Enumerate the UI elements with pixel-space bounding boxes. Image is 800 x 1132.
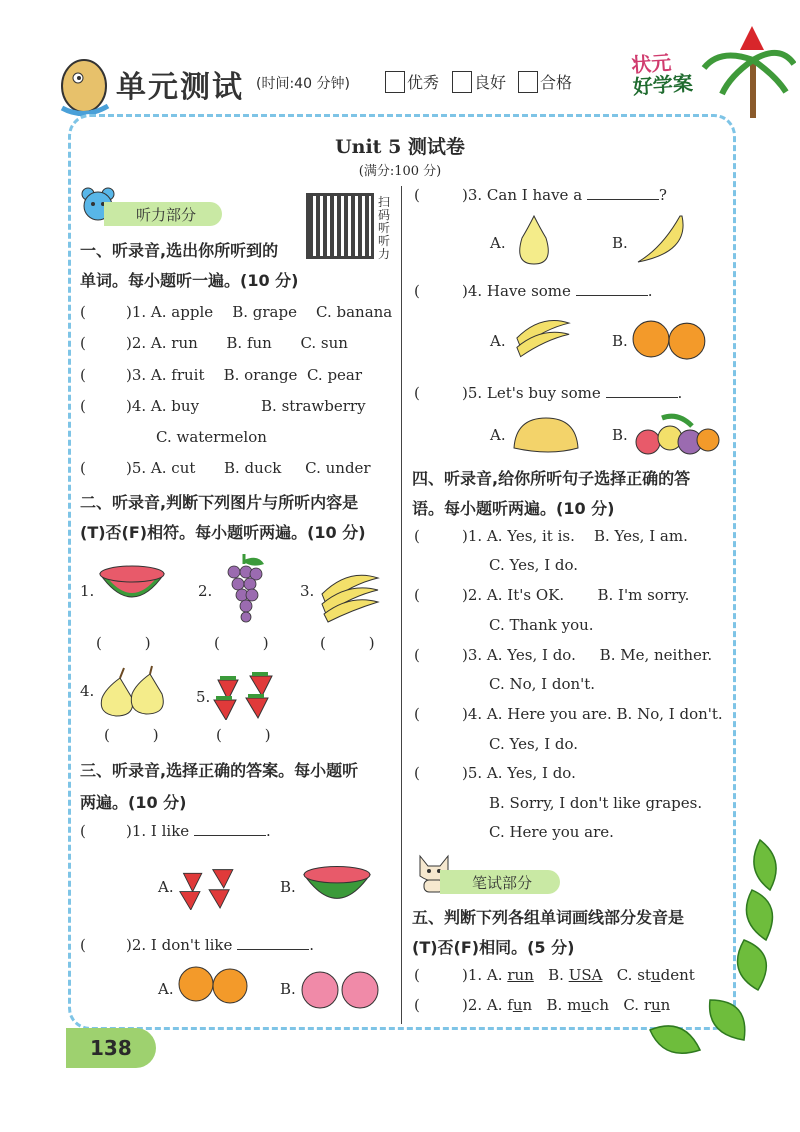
writing-section-tag: 笔试部分 xyxy=(440,870,560,894)
list-item: C. Yes, I do. xyxy=(489,556,579,574)
grade-good[interactable]: 良好 xyxy=(452,70,506,93)
answer-blank[interactable]: ( xyxy=(414,705,420,723)
bread-icon xyxy=(510,412,582,458)
answer-blank[interactable]: ( xyxy=(414,186,420,204)
qr-code-label: 扫码听听力 xyxy=(378,195,391,261)
list-item: )5. A. Yes, I do. xyxy=(462,764,576,782)
sec4-heading-2: 语。每小题听两遍。(10 分) xyxy=(412,499,615,518)
picture-number: 1. xyxy=(80,582,95,600)
answer-blank[interactable]: ( xyxy=(414,586,420,604)
picture-number: 4. xyxy=(80,682,95,700)
strawberry-icon xyxy=(178,864,242,910)
list-item: )2. A. fun B. much C. run xyxy=(462,996,671,1014)
answer-blank[interactable]: ( xyxy=(80,936,86,954)
qr-code-icon[interactable] xyxy=(306,193,374,259)
list-item: )1. A. run B. USA C. student xyxy=(462,966,695,984)
picture-number: 2. xyxy=(198,582,213,600)
question-text: )2. I don't like . xyxy=(126,936,314,954)
watermelon-icon xyxy=(96,560,168,610)
answer-blank[interactable]: ( ) xyxy=(214,634,269,652)
fill-blank[interactable] xyxy=(606,384,678,398)
option-label: A. xyxy=(490,332,506,350)
sec4-heading-1: 四、听录音,给你所听句子选择正确的答 xyxy=(412,469,691,488)
picture-number: 5. xyxy=(196,688,211,706)
sec5-heading-2: (T)否(F)相同。(5 分) xyxy=(412,938,575,957)
answer-blank[interactable]: ( ) xyxy=(320,634,375,652)
answer-blank[interactable]: ( xyxy=(414,966,420,984)
answer-blank[interactable]: ( xyxy=(414,996,420,1014)
answer-blank[interactable]: ( xyxy=(80,459,86,477)
fill-blank[interactable] xyxy=(587,186,659,200)
picture-number: 3. xyxy=(300,582,315,600)
option-label: B. xyxy=(612,234,628,252)
section-header-title: 单元测试 xyxy=(116,70,244,105)
page-number: 138 xyxy=(66,1028,156,1068)
question-text: )1. I like . xyxy=(126,822,271,840)
answer-blank[interactable]: ( xyxy=(80,366,86,384)
checkbox-icon[interactable] xyxy=(518,71,538,93)
fill-blank[interactable] xyxy=(194,822,266,836)
strawberry-icon xyxy=(212,670,282,720)
answer-blank[interactable]: ( xyxy=(80,334,86,352)
grade-pass[interactable]: 合格 xyxy=(518,70,572,93)
option-label: B. xyxy=(612,332,628,350)
list-item: )5. A. cut B. duck C. under xyxy=(126,459,371,477)
list-item: C. No, I don't. xyxy=(489,675,596,693)
list-item: )3. A. fruit B. orange C. pear xyxy=(126,366,363,384)
leaves-decoration-icon xyxy=(640,830,790,1070)
paper-subtitle: (满分:100 分) xyxy=(358,164,442,179)
grade-excellent[interactable]: 优秀 xyxy=(385,70,439,93)
apple-icon xyxy=(300,966,382,1010)
answer-blank[interactable]: ( xyxy=(414,282,420,300)
answer-blank[interactable]: ( xyxy=(414,527,420,545)
option-label: B. xyxy=(280,878,296,896)
answer-blank[interactable]: ( xyxy=(80,303,86,321)
answer-blank[interactable]: ( xyxy=(414,646,420,664)
option-label: B. xyxy=(612,426,628,444)
answer-blank[interactable]: ( xyxy=(414,764,420,782)
orange-icon xyxy=(632,316,708,362)
sec2-heading-2: (T)否(F)相符。每小题听两遍。(10 分) xyxy=(80,523,366,542)
list-item: )1. A. Yes, it is. B. Yes, I am. xyxy=(462,527,688,545)
list-item: )2. A. It's OK. B. I'm sorry. xyxy=(462,586,690,604)
banana-icon xyxy=(318,564,382,624)
checkbox-icon[interactable] xyxy=(385,71,405,93)
palm-tree-icon xyxy=(700,18,796,118)
option-label: A. xyxy=(158,980,174,998)
fill-blank[interactable] xyxy=(576,282,648,296)
orange-icon xyxy=(178,964,250,1004)
question-text: )5. Let's buy some . xyxy=(462,384,683,402)
sec3-heading-2: 两遍。(10 分) xyxy=(80,793,187,812)
answer-blank[interactable]: ( ) xyxy=(216,726,271,744)
banana-icon xyxy=(632,212,692,268)
pear-icon xyxy=(512,210,556,268)
list-item: )1. A. apple B. grape C. banana xyxy=(126,303,393,321)
brand-logo: 状元 好学案 xyxy=(630,50,694,100)
banana-icon xyxy=(510,310,576,366)
fill-blank[interactable] xyxy=(237,936,309,950)
list-item: )4. A. Here you are. B. No, I don't. xyxy=(462,705,723,723)
list-item: C. Thank you. xyxy=(489,616,594,634)
option-label: B. xyxy=(280,980,296,998)
sec2-heading-1: 二、听录音,判断下列图片与所听内容是 xyxy=(80,493,359,512)
mascot-fish-icon xyxy=(52,48,116,118)
column-divider xyxy=(401,186,402,1024)
fruit-basket-icon xyxy=(632,410,722,460)
answer-blank[interactable]: ( ) xyxy=(104,726,159,744)
list-item: )4. A. buy B. strawberry xyxy=(126,397,366,415)
answer-blank[interactable]: ( xyxy=(80,822,86,840)
question-text: )3. Can I have a ? xyxy=(462,186,667,204)
list-item: )3. A. Yes, I do. B. Me, neither. xyxy=(462,646,713,664)
list-item: B. Sorry, I don't like grapes. xyxy=(489,794,703,812)
grape-icon xyxy=(218,552,268,626)
checkbox-icon[interactable] xyxy=(452,71,472,93)
list-item: )2. A. run B. fun C. sun xyxy=(126,334,348,352)
option-label: A. xyxy=(490,426,506,444)
sec5-heading-1: 五、判断下列各组单词画线部分发音是 xyxy=(412,908,685,927)
watermelon-icon xyxy=(300,858,374,914)
question-text: )4. Have some . xyxy=(462,282,653,300)
answer-blank[interactable]: ( xyxy=(414,384,420,402)
paper-title: Unit 5 测试卷 xyxy=(335,136,465,158)
answer-blank[interactable]: ( ) xyxy=(96,634,151,652)
option-label: A. xyxy=(158,878,174,896)
time-limit: (时间:40 分钟) xyxy=(256,76,350,92)
answer-blank[interactable]: ( xyxy=(80,397,86,415)
list-item: C. Yes, I do. xyxy=(489,735,579,753)
sec1-heading-1: 一、听录音,选出你所听到的 xyxy=(80,241,279,260)
list-item: C. watermelon xyxy=(156,428,267,446)
sec3-heading-1: 三、听录音,选择正确的答案。每小题听 xyxy=(80,761,359,780)
pear-icon xyxy=(96,664,174,720)
listening-section-tag: 听力部分 xyxy=(104,202,222,226)
page-header xyxy=(0,0,800,120)
list-item: C. Here you are. xyxy=(489,823,614,841)
option-label: A. xyxy=(490,234,506,252)
sec1-heading-2: 单词。每小题听一遍。(10 分) xyxy=(80,271,299,290)
